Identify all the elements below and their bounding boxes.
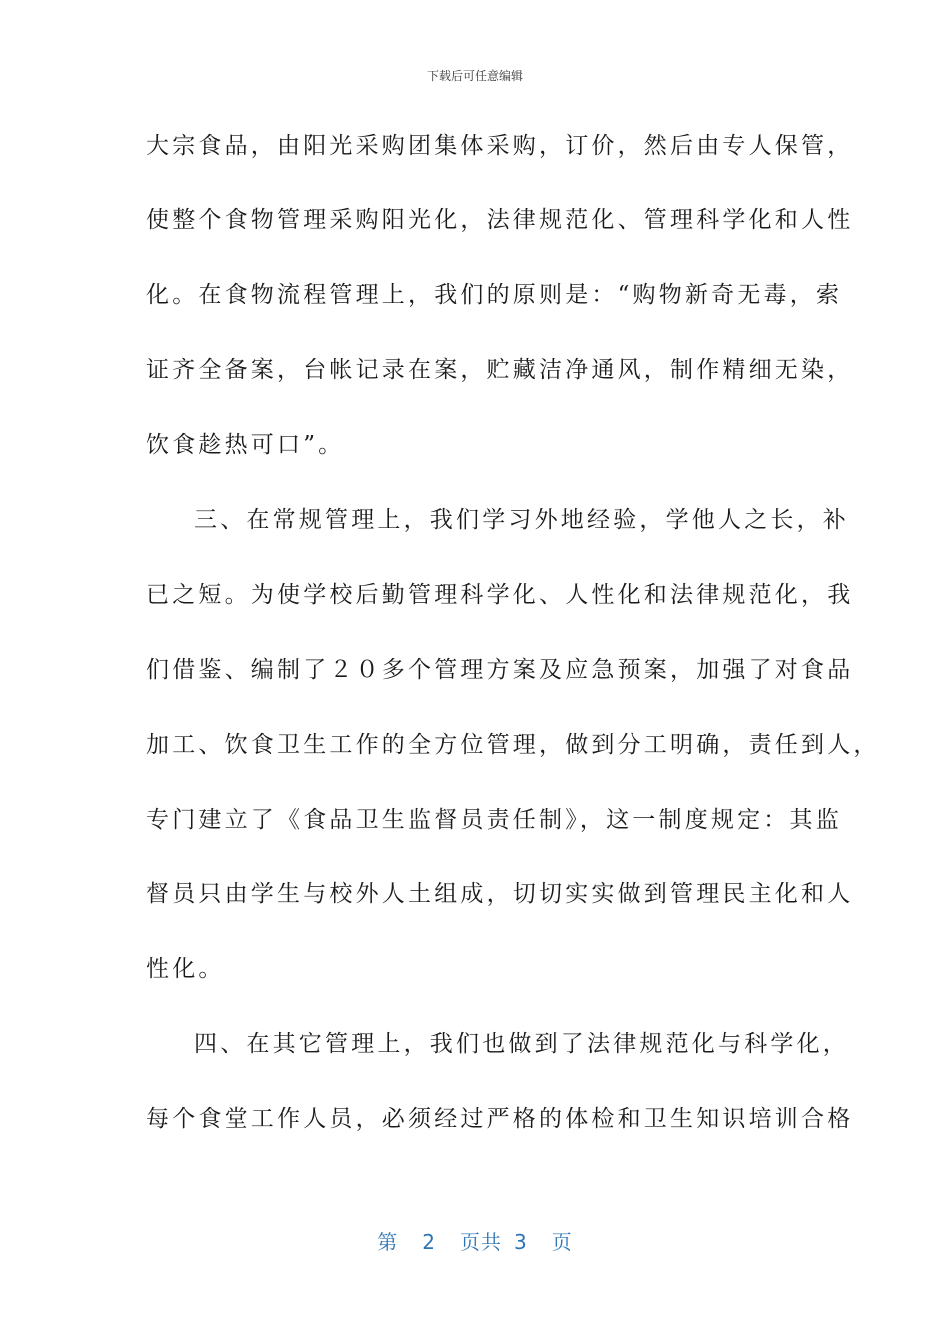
text-line: 饮食趁热可口”。	[146, 432, 345, 458]
text-line: 大宗食品，由阳光采购团集体采购，订价，然后由专人保管，	[146, 133, 854, 159]
text-line: 们借鉴、编制了２０多个管理方案及应急预案，加强了对食品	[146, 657, 854, 683]
text-line: 使整个食物管理采购阳光化，法律规范化、管理科学化和人性	[146, 207, 854, 233]
text-line: 已之短。为使学校后勤管理科学化、人性化和法律规范化，我	[146, 582, 854, 608]
page-suffix: 页	[551, 1230, 573, 1254]
paragraph-start-line: 四、在其它管理上，我们也做到了法律规范化与科学化，	[194, 1031, 849, 1057]
text-line: 督员只由学生与校外人土组成，切切实实做到管理民主化和人	[146, 881, 854, 907]
text-line: 专门建立了《食品卫生监督员责任制》，这一制度规定：其监	[146, 807, 842, 833]
text-line: 证齐全备案，台帐记录在案，贮藏洁净通风，制作精细无染，	[146, 357, 854, 383]
text-line: 性化。	[146, 956, 225, 982]
text-line: 化。在食物流程管理上，我们的原则是：“购物新奇无毒，索	[146, 282, 843, 308]
text-line: 加工、饮食卫生工作的全方位管理，做到分工明确，责任到人，	[146, 732, 880, 758]
page-mid: 页共	[460, 1230, 502, 1254]
text-line: 每个食堂工作人员，必须经过严格的体检和卫生知识培训合格	[146, 1106, 854, 1132]
total-pages-number: 3	[514, 1230, 528, 1254]
page-prefix: 第	[377, 1230, 399, 1254]
current-page-number: 2	[422, 1230, 436, 1254]
paragraph-start-line: 三、在常规管理上，我们学习外地经验，学他人之长，补	[194, 507, 849, 533]
page-number-footer	[0, 1226, 950, 1255]
header-note: 下载后可任意编辑	[426, 69, 523, 83]
